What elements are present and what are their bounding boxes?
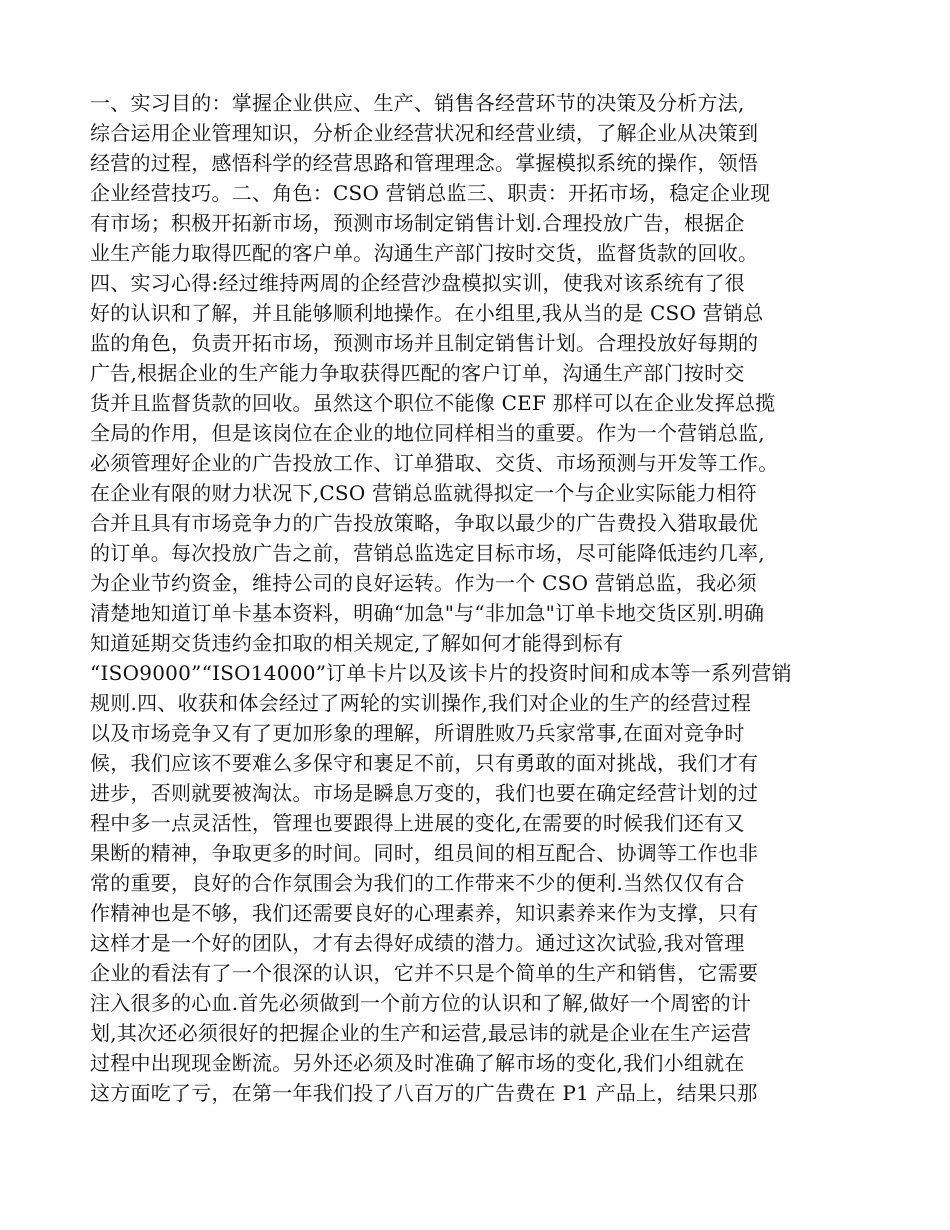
text-line: 四、实习心得:经过维持两周的企经营沙盘模拟实训，使我对该系统有了很 (90, 271, 745, 295)
text-line: 以及市场竞争又有了更加形象的理解，所谓胜败乃兵家常事,在面对竞争时 (90, 721, 745, 745)
text-line: 必须管理好企业的广告投放工作、订单猎取、交货、市场预测与开发等工作。 (90, 451, 779, 475)
text-line: 进步，否则就要被淘汰。市场是瞬息万变的，我们也要在确定经营计划的过 (90, 781, 759, 805)
text-line: 综合运用企业管理知识，分析企业经营状况和经营业绩，了解企业从决策到 (90, 121, 759, 145)
text-line: 常的重要，良好的合作氛围会为我们的工作带来不少的便利.当然仅仅有合 (90, 871, 745, 895)
text-line: 过程中出现现金断流。另外还必须及时准确了解市场的变化,我们小组就在 (90, 1051, 745, 1075)
text-line: 全局的作用，但是该岗位在企业的地位同样相当的重要。作为一个营销总监, (90, 421, 765, 445)
text-line: 规则.四、收获和体会经过了两轮的实训操作,我们对企业的生产的经营过程 (90, 691, 752, 715)
text-line: 货并且监督货款的回收。虽然这个职位不能像 CEF 那样可以在企业发挥总揽 (90, 391, 776, 415)
text-line: 清楚地知道订单卡基本资料，明确“加急"与“非加急"订单卡地交货区别.明确 (90, 601, 765, 625)
text-line: 作精神也是不够，我们还需要良好的心理素养，知识素养来作为支撑，只有 (90, 901, 759, 925)
text-line: 企业经营技巧。二、角色：CSO 营销总监三、职责：开拓市场，稳定企业现 (90, 181, 771, 205)
text-line: 企业的看法有了一个很深的认识，它并不只是个简单的生产和销售，它需要 (90, 961, 759, 985)
text-line: 在企业有限的财力状况下,CSO 营销总监就得拟定一个与企业实际能力相符 (90, 481, 757, 505)
text-line: 合并且具有市场竞争力的广告投放策略，争取以最少的广告费投入猎取最优 (90, 511, 759, 535)
text-line: 程中多一点灵活性，管理也要跟得上进展的变化,在需要的时候我们还有又 (90, 811, 745, 835)
text-line: 知道延期交货违约金扣取的相关规定,了解如何才能得到标有 (90, 631, 624, 655)
text-line: 一、实习目的：掌握企业供应、生产、销售各经营环节的决策及分析方法, (90, 91, 745, 115)
text-line: 经营的过程，感悟科学的经营思路和管理理念。掌握模拟系统的操作，领悟 (90, 151, 759, 175)
text-line: 广告,根据企业的生产能力争取获得匹配的客户订单，沟通生产部门按时交 (90, 361, 745, 385)
text-line: 划,其次还必须很好的把握企业的生产和运营,最忌讳的就是企业在生产运营 (90, 1021, 752, 1045)
text-line: 的订单。每次投放广告之前，营销总监选定目标市场，尽可能降低违约几率, (90, 541, 765, 565)
body-text (90, 88, 890, 1108)
text-line: 好的认识和了解，并且能够顺利地操作。在小组里,我从当的是 CSO 营销总 (90, 301, 764, 325)
text-line: 这样才是一个好的团队，才有去得好成绩的潜力。通过这次试验,我对管理 (90, 931, 745, 955)
text-line: 业生产能力取得匹配的客户单。沟通生产部门按时交货，监督货款的回收。 (90, 241, 759, 265)
text-line: 有市场；积极开拓新市场，预测市场制定销售计划.合理投放广告，根据企 (90, 211, 745, 235)
text-line: 果断的精神，争取更多的时间。同时，组员间的相互配合、协调等工作也非 (90, 841, 759, 865)
text-line: 候，我们应该不要难么多保守和裹足不前，只有勇敢的面对挑战，我们才有 (90, 751, 759, 775)
text-line: 为企业节约资金，维持公司的良好运转。作为一个 CSO 营销总监，我必须 (90, 571, 757, 595)
text-line: 注入很多的心血.首先必须做到一个前方位的认识和了解,做好一个周密的计 (90, 991, 752, 1015)
text-line: 监的角色，负责开拓市场，预测市场并且制定销售计划。合理投放好每期的 (90, 331, 759, 355)
text-line: 这方面吃了亏，在第一年我们投了八百万的广告费在 P1 产品上，结果只那 (90, 1081, 758, 1105)
text-line: “ISO9000”“ISO14000”订单卡片以及该卡片的投资时间和成本等一系列营销 (90, 661, 792, 685)
